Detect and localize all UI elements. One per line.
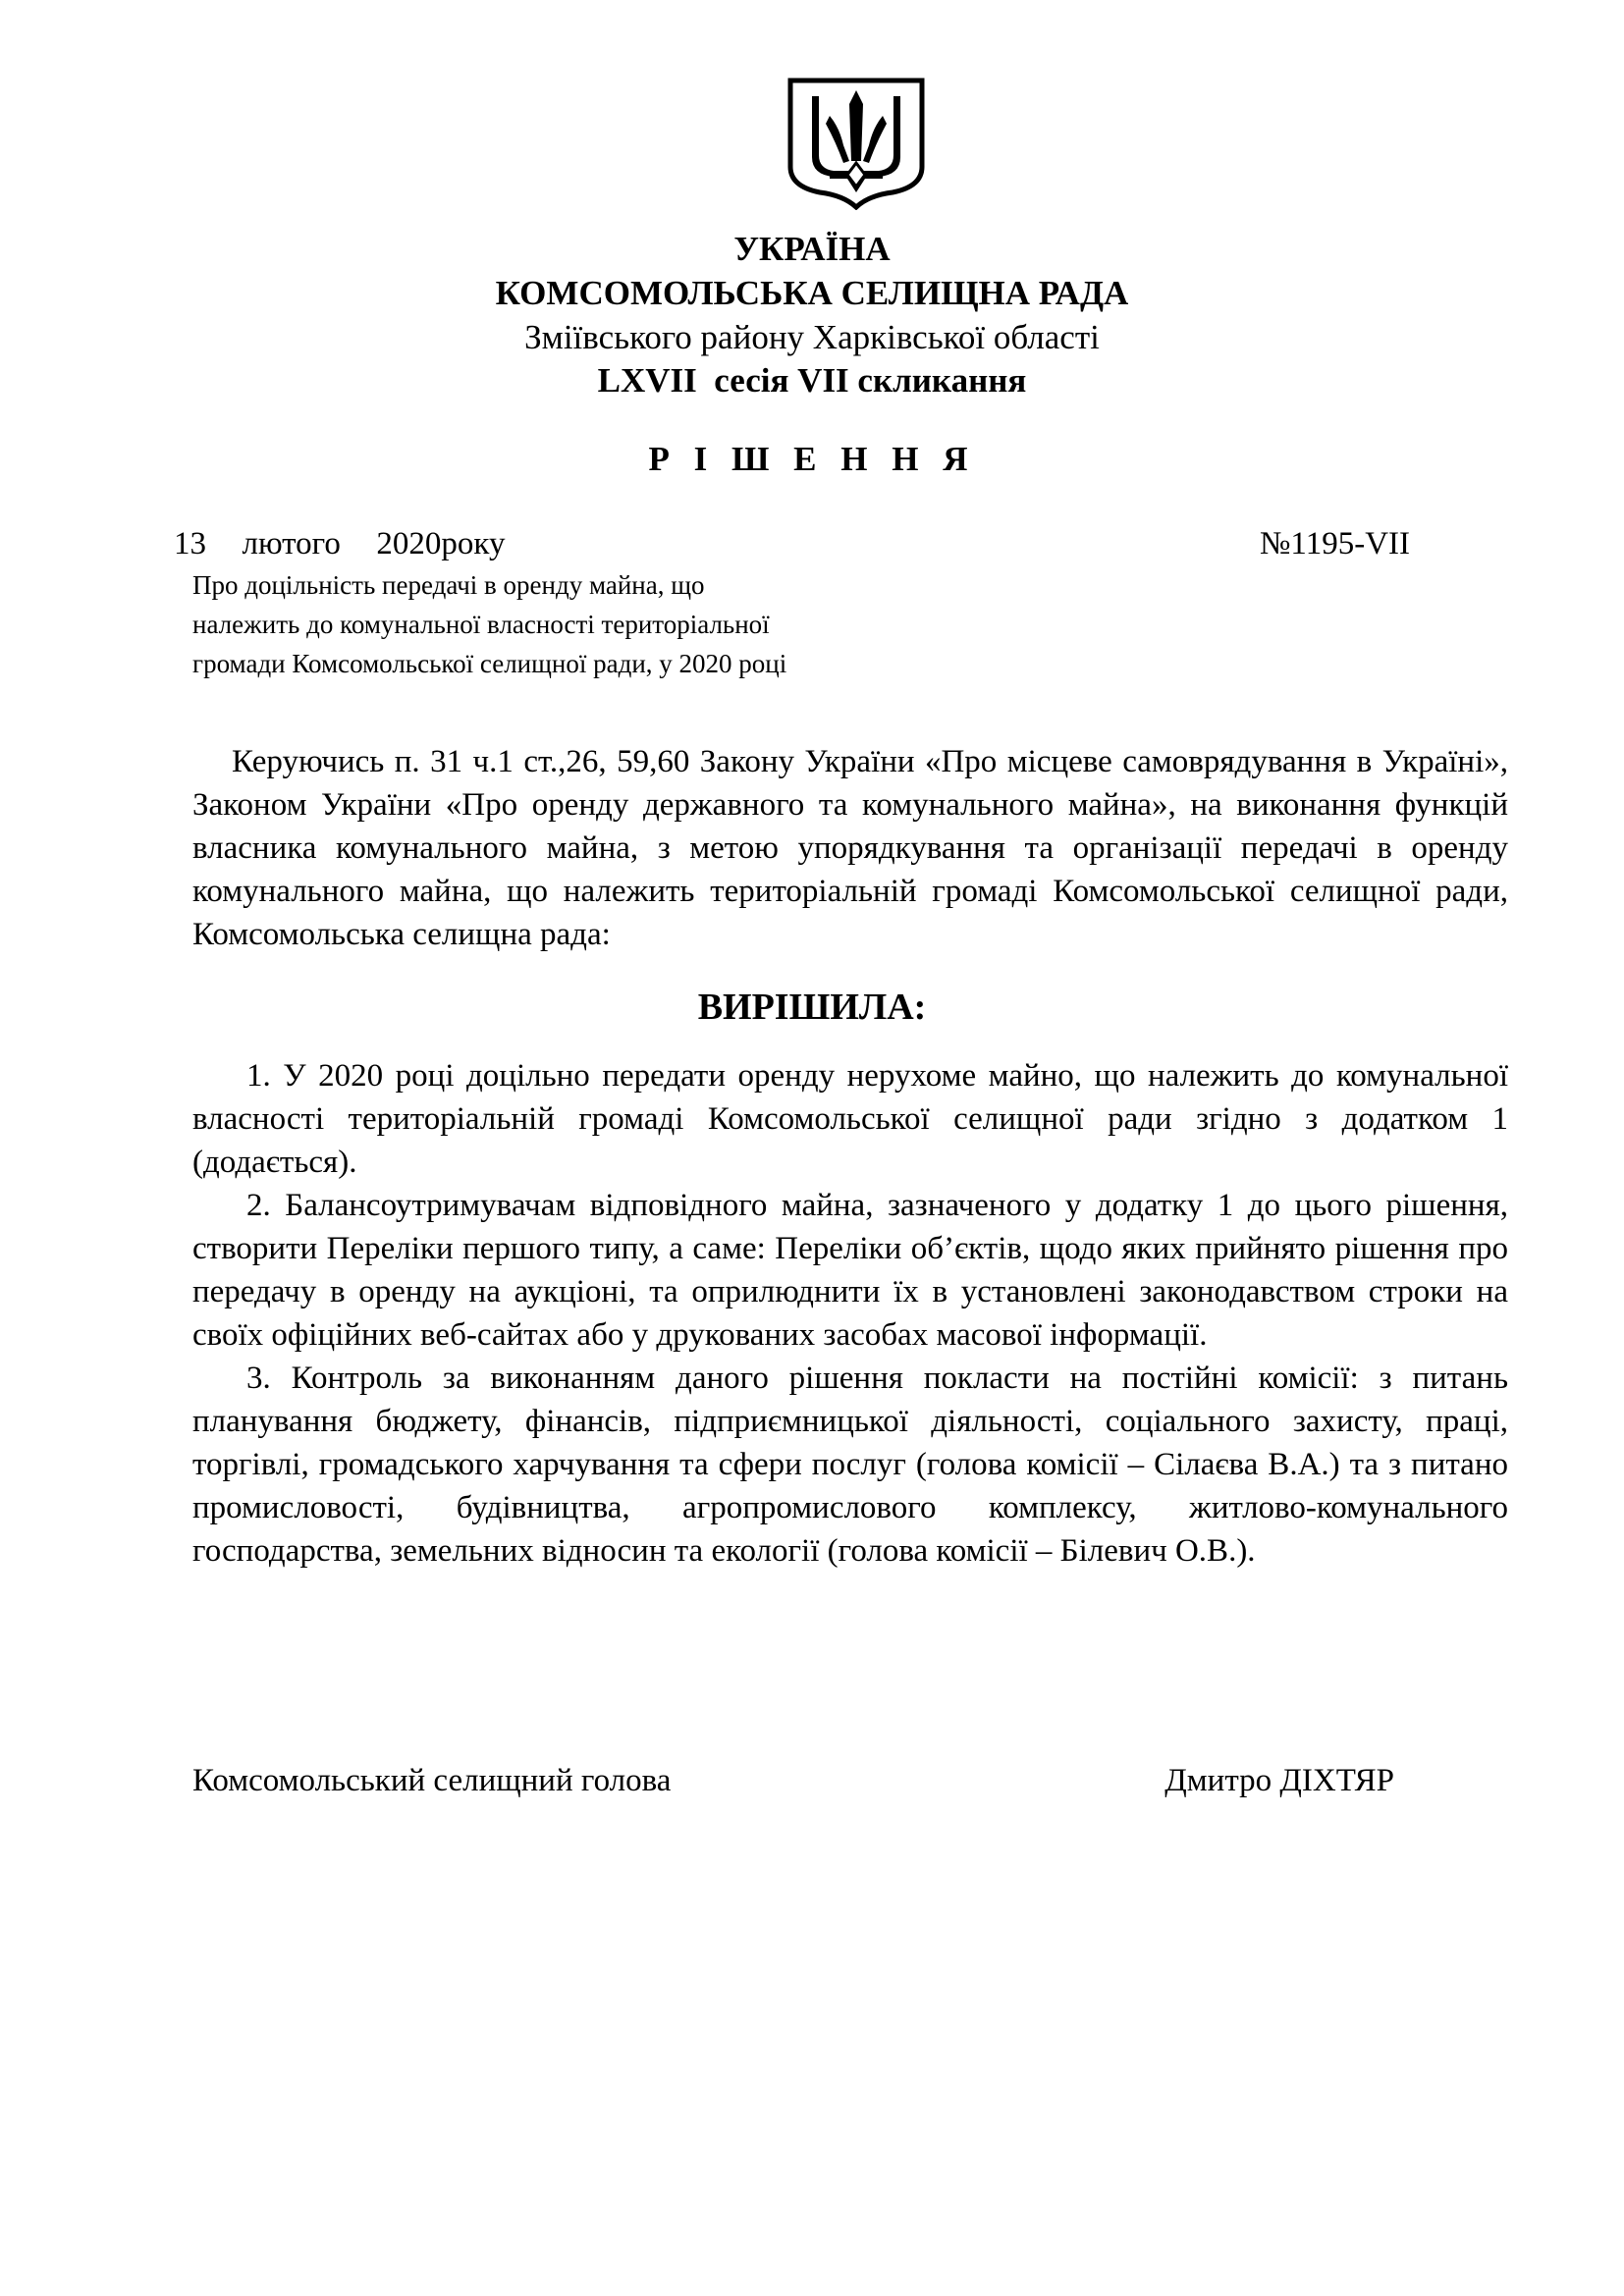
signatory-name: Дмитро ДІХТЯР xyxy=(1164,1763,1394,1798)
decided-heading: ВИРІШИЛА: xyxy=(697,987,927,1028)
decision-number: №1195-VII xyxy=(1259,526,1410,561)
subject-line: громади Комсомольської селищної ради, у 2020 році xyxy=(192,649,787,678)
signatory-title: Комсомольський селищний голова xyxy=(192,1763,672,1798)
country-heading: УКРАЇНА xyxy=(733,230,891,268)
decision-date: 13 лютого 2020року xyxy=(174,526,506,561)
session-heading: LXVII сесія VII скликання xyxy=(597,361,1027,400)
preamble-paragraph: Керуючись п. 31 ч.1 ст.,26, 59,60 Закону України «Про місцеве самоврядування в Україні», Законом України «Про оренду державного та комунального майна», на виконання функцій власника комунального майна, з метою упорядкування та організації передачі в оренду комунального майна, що належить територіальній громаді Комсомольської селищної ради, Комсомольська селищна рада: xyxy=(192,744,1508,952)
subject-line: належить до комунальної власності територіальної xyxy=(192,610,770,639)
decision-item-3: 3. Контроль за виконанням даного рішення покласти на постійні комісії: з питань планування бюджету, фінансів, підприємницької діяльності, соціального захисту, праці, торгівлі, громадського харчування та сфери послуг (голова комісії – Сілаєва В.А.) та з питано промисловості, будівництва, агропромислового комплексу, житлово-комунального господарства, земельних відносин та екології (голова комісії – Білевич О.В.). xyxy=(192,1361,1508,1569)
district-subheading: Зміївського району Харківської області xyxy=(524,318,1100,356)
decision-subject xyxy=(192,565,899,683)
decision-items xyxy=(192,1054,1508,1573)
trident-coat-of-arms-icon xyxy=(783,77,930,210)
decision-item-2: 2. Балансоутримувачам відповідного майна, зазначеного у додатку 1 до цього рішення, створити Переліки першого типу, а саме: Переліки об’єктів, щодо яких прийнято рішення про передачу в оренду на аукціоні, та оприлюднити їх в установлені законодавством строки на своїх офіційних веб-сайтах або у друкованих засобах масової інформації. xyxy=(192,1188,1508,1353)
document-type-title: Р І Ш Е Н Н Я xyxy=(648,440,976,478)
decision-item-1: 1. У 2020 році доцільно передати оренду нерухоме майно, що належить до комунальної власності територіальній громаді Комсомольської селищної ради згідно з додатком 1 (додається). xyxy=(192,1058,1508,1180)
subject-line: Про доцільність передачі в оренду майна, що xyxy=(192,570,705,600)
council-heading: КОМСОМОЛЬСЬКА СЕЛИЩНА РАДА xyxy=(495,274,1129,312)
